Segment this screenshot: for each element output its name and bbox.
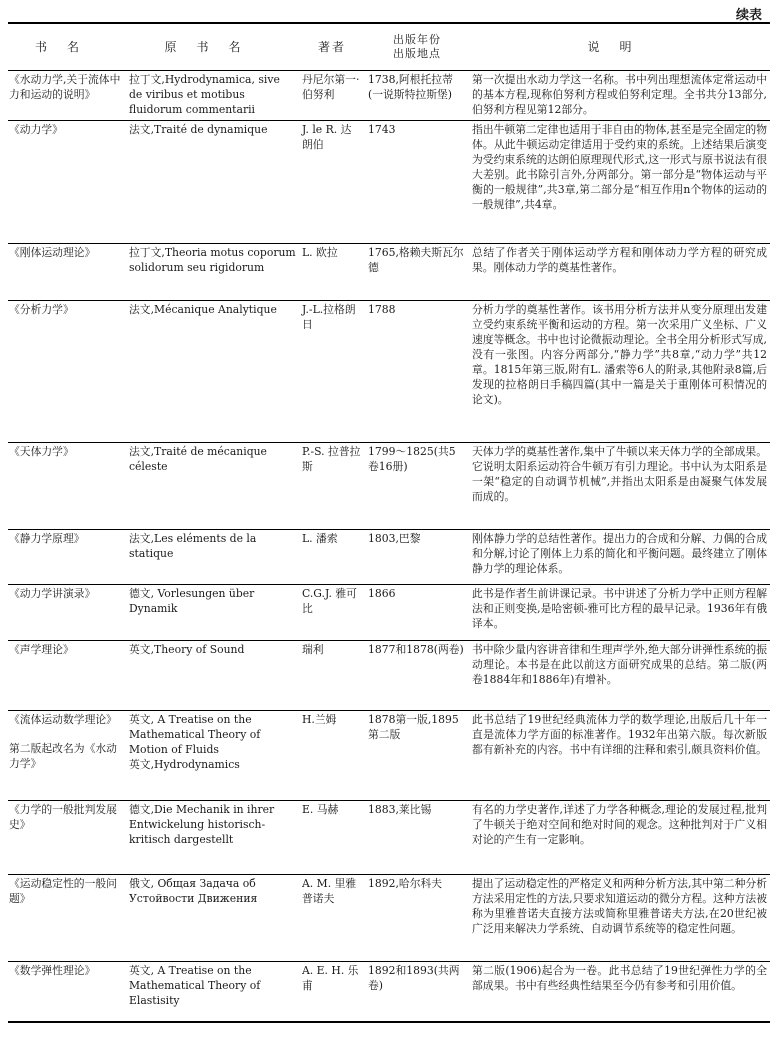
book-title-text: 《数学弹性理论》 — [9, 964, 96, 977]
original-title — [126, 875, 299, 962]
book-title-text: 《水动力学,关于流体中力和运动的说明》 — [9, 73, 121, 101]
description-text: 书中除少量内容讲音律和生理声学外,绝大部分讲弹性系统的振动理论。本书是在此以前这方面研究成果的总结。第二版(两卷1884年和1886年)有增补。 — [472, 643, 767, 686]
author — [299, 443, 365, 530]
author — [299, 71, 365, 121]
original-title-text: 法文,Les eléments de la statique — [129, 532, 257, 560]
publication-text: 1788 — [368, 303, 396, 316]
original-title-text: 英文, A Treatise on the Mathematical Theory of Elastisity — [129, 964, 261, 1007]
author-text: E. 马赫 — [302, 803, 339, 816]
author-text: C.G.J. 雅可比 — [302, 587, 357, 615]
original-title-text: 法文,Mécanique Analytique — [129, 303, 277, 316]
original-title — [126, 443, 299, 530]
description-text: 分析力学的奠基性著作。该书用分析方法并从变分原理出发建立受约束系统平衡和运动的方程。第一次采用广义坐标、广义速度等概念。书中也讨论微振动理论。全书全用分析形式写成,没有一张图。内容分两部分,“静力学”共8章,“动力学”共12章。1815年第三版,附有L. 潘索等6人的附录,其他附录8篇,后发现的拉格朗日手稿四篇(其中一篇是关于重刚体可积情况的论文)。 — [472, 303, 767, 406]
publication-text: 1738,阿根托拉蒂(一说斯特拉斯堡) — [368, 73, 453, 101]
description — [469, 711, 770, 801]
description — [469, 801, 770, 875]
author-text: L. 潘索 — [302, 532, 338, 545]
author-text: 丹尼尔第一·伯努利 — [302, 73, 360, 101]
description — [469, 244, 770, 301]
description — [469, 875, 770, 962]
author-text: J. le R. 达朗伯 — [302, 123, 352, 151]
publication — [365, 875, 469, 962]
author-text: J.-L.拉格朗日 — [302, 303, 356, 331]
author-text: A. E. H. 乐甫 — [302, 964, 359, 992]
original-title — [126, 641, 299, 711]
continued-label: 续表 — [735, 8, 762, 23]
book-title — [8, 244, 126, 301]
original-title-text: 德文, Vorlesungen über Dynamik — [129, 587, 255, 615]
description-text: 第二版(1906)起合为一卷。此书总结了19世纪弹性力学的全部成果。书中有些经典性结果至今仍有参考和引用价值。 — [472, 964, 767, 992]
book-title — [8, 962, 126, 1022]
author-text: P.-S. 拉普拉斯 — [302, 445, 361, 473]
table-row — [8, 801, 770, 875]
table-row — [8, 244, 770, 301]
description — [469, 443, 770, 530]
book-title-text: 《力学的一般批判发展史》 — [9, 803, 117, 831]
table-row — [8, 71, 770, 121]
author-text: A. M. 里雅普诺夫 — [302, 877, 357, 905]
original-title-text: 法文,Traité de dynamique — [129, 123, 268, 136]
book-title-text: 《刚体运动理论》 — [9, 246, 96, 259]
original-title — [126, 301, 299, 443]
publication — [365, 301, 469, 443]
header-pub-year: 出版年份 — [393, 33, 441, 46]
original-title-text: 英文, A Treatise on the Mathematical Theory of Motion of Fluids — [129, 713, 261, 756]
author — [299, 530, 365, 585]
book-title — [8, 641, 126, 711]
description — [469, 530, 770, 585]
book-table — [8, 22, 770, 1023]
author — [299, 585, 365, 641]
original-title-text: 法文,Traité de mécanique céleste — [129, 445, 267, 473]
original-title-text: 拉丁文,Hydrodynamica, sive de viribus et motibus fluidorum commentarii — [129, 73, 280, 116]
author — [299, 801, 365, 875]
book-title — [8, 585, 126, 641]
author — [299, 711, 365, 801]
book-title-text: 《声学理论》 — [9, 643, 74, 656]
description-text: 此书总结了19世纪经典流体力学的数学理论,出版后几十年一直是流体力学方面的标准著作。1932年出第六版。每次新版都有新补充的内容。书中有详细的注释和索引,颇具资料价值。 — [472, 713, 767, 756]
table-row — [8, 641, 770, 711]
publication-text: 1799～1825(共5卷16册) — [368, 445, 456, 473]
description — [469, 301, 770, 443]
original-title — [126, 962, 299, 1022]
publication-text: 1878第一版,1895第二版 — [368, 713, 459, 741]
publication-text: 1892和1893(共两卷) — [368, 964, 460, 992]
table-header-row — [8, 23, 770, 71]
original-title — [126, 244, 299, 301]
description-text: 有名的力学史著作,详述了力学各种概念,理论的发展过程,批判了牛顿关于绝对空间和绝对时间的观念。这种批判对于广义相对论的产生有一定影响。 — [472, 803, 767, 846]
publication — [365, 121, 469, 244]
description-text: 总结了作者关于刚体运动学方程和刚体动力学方程的研究成果。刚体动力学的奠基性著作。 — [472, 246, 767, 274]
book-title-text: 《流体运动数学理论》 — [9, 713, 117, 726]
table-row — [8, 711, 770, 801]
original-title-text: 德文,Die Mechanik in ihrer Entwickelung historisch-kritisch dargestellt — [129, 803, 275, 846]
publication-text: 1877和1878(两卷) — [368, 643, 464, 656]
table-row — [8, 301, 770, 443]
header-original: 原书名 — [126, 23, 299, 71]
original-title — [126, 530, 299, 585]
table-row — [8, 585, 770, 641]
publication-text: 1803,巴黎 — [368, 532, 421, 545]
book-title — [8, 443, 126, 530]
description-text: 刚体静力学的总结性著作。提出力的合成和分解、力偶的合成和分解,讨论了刚体上力系的简化和平衡问题。最终建立了刚体静力学的理论体系。 — [472, 532, 767, 575]
publication-text: 1892,哈尔科夫 — [368, 877, 443, 890]
book-title — [8, 875, 126, 962]
book-title-text: 《天体力学》 — [9, 445, 74, 458]
author — [299, 301, 365, 443]
publication — [365, 962, 469, 1022]
book-title — [8, 301, 126, 443]
original-title — [126, 711, 299, 801]
book-title-text: 《分析力学》 — [9, 303, 74, 316]
publication-text: 1883,莱比锡 — [368, 803, 432, 816]
table-row — [8, 443, 770, 530]
description-text: 第一次提出水动力学这一名称。书中列出理想流体定常运动中的基本方程,现称伯努利方程或伯努利定理。全书共分13部分,伯努利方程见第12部分。 — [472, 73, 767, 116]
description — [469, 121, 770, 244]
author — [299, 121, 365, 244]
original-title-alt-text: 英文,Hydrodynamics — [129, 758, 240, 771]
original-title — [126, 121, 299, 244]
author-text: H.兰姆 — [302, 713, 337, 726]
publication — [365, 641, 469, 711]
publication — [365, 530, 469, 585]
description-text: 指出牛顿第二定律也适用于非自由的物体,甚至是完全固定的物体。从此牛顿运动定律适用于受约束的系统。上述结果后演变为受约束系统的达朗伯原理现代形式,这一形式与原书说法有很大差别。此书除引言外,分两部分。第一部分是“物体运动与平衡的一般规律”,共3章,第二部分是“相互作用n个物体的运动的一般规律”,共4章。 — [472, 123, 767, 211]
description — [469, 71, 770, 121]
publication-text: 1866 — [368, 587, 396, 600]
author — [299, 875, 365, 962]
book-title-alt-text: 第二版起改名为《水动力学》 — [9, 742, 117, 770]
book-title-text: 《动力学》 — [9, 123, 63, 136]
publication — [365, 71, 469, 121]
publication-text: 1743 — [368, 123, 396, 136]
description-text: 提出了运动稳定性的严格定义和两种分析方法,其中第二种分析方法采用定性的方法,只要求知道运动的微分方程。这种方法被称为里雅普诺夫直接方法或简称里雅普诺夫方法,在20世纪被广泛用来解决力学系统、自动调节系统等的稳定性问题。 — [472, 877, 767, 935]
original-title-text: 拉丁文,Theoria motus coporum solidorum seu rigidorum — [129, 246, 296, 274]
header-pub — [365, 23, 469, 71]
author — [299, 962, 365, 1022]
header-title: 书名 — [8, 23, 126, 71]
book-title — [8, 711, 126, 801]
publication-text: 1765,格赖夫斯瓦尔德 — [368, 246, 464, 274]
book-title-text: 《动力学讲演录》 — [9, 587, 96, 600]
publication — [365, 244, 469, 301]
table-row — [8, 530, 770, 585]
header-note: 说明 — [469, 23, 770, 71]
author-text: 瑞利 — [302, 643, 324, 656]
description-text: 天体力学的奠基性著作,集中了牛顿以来天体力学的全部成果。它说明太阳系运动符合牛顿万有引力理论。书中认为太阳系是一架“稳定的自动调节机械”,并指出太阳系是由凝聚气体发展而成的。 — [472, 445, 767, 503]
original-title — [126, 71, 299, 121]
description — [469, 962, 770, 1022]
publication — [365, 585, 469, 641]
book-title — [8, 71, 126, 121]
description-text: 此书是作者生前讲课记录。书中讲述了分析力学中正则方程解法和正则变换,是哈密顿-雅可比方程的最早记录。1936年有俄译本。 — [472, 587, 767, 630]
original-title — [126, 801, 299, 875]
original-title — [126, 585, 299, 641]
author — [299, 641, 365, 711]
book-title-text: 《静力学原理》 — [9, 532, 85, 545]
publication — [365, 711, 469, 801]
author — [299, 244, 365, 301]
header-author: 著者 — [299, 23, 365, 71]
book-title — [8, 530, 126, 585]
book-title — [8, 121, 126, 244]
book-title — [8, 801, 126, 875]
table-row — [8, 121, 770, 244]
table-row — [8, 962, 770, 1022]
description — [469, 585, 770, 641]
header-pub-place: 出版地点 — [393, 47, 441, 60]
table-row — [8, 875, 770, 962]
book-title-text: 《运动稳定性的一般问题》 — [9, 877, 117, 905]
description — [469, 641, 770, 711]
original-title-text: 俄文, Общая Задача об Устойвости Движения — [129, 877, 258, 905]
author-text: L. 欧拉 — [302, 246, 338, 259]
publication — [365, 443, 469, 530]
publication — [365, 801, 469, 875]
original-title-text: 英文,Theory of Sound — [129, 643, 245, 656]
